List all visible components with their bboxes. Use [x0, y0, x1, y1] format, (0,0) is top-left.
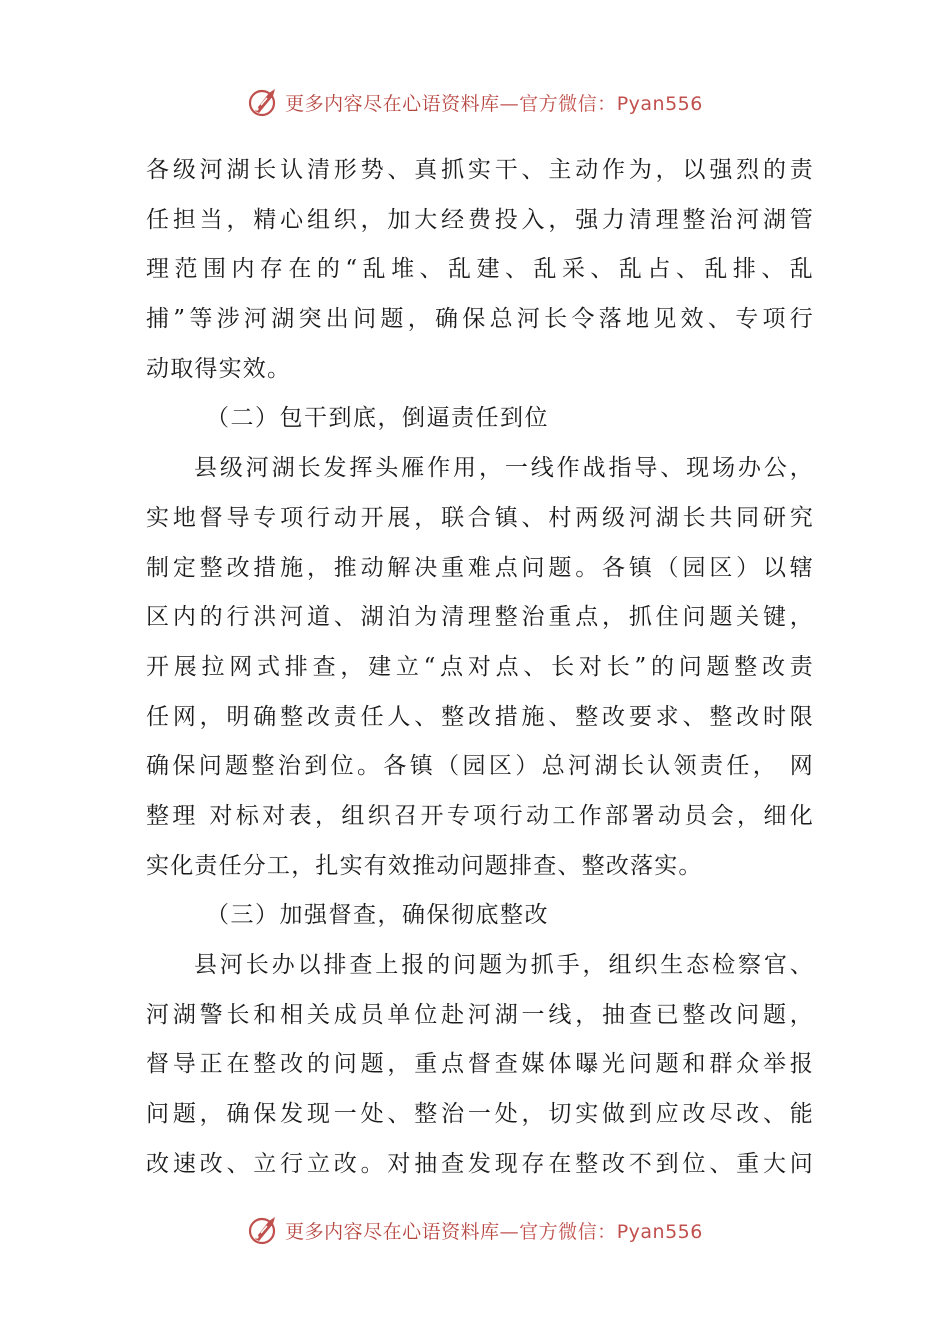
body-line: 县级河湖长发挥头雁作用，一线作战指导、现场办公， — [194, 455, 814, 482]
body-line: 问题，确保发现一处、整治一处，切实做到应改尽改、能 — [146, 1101, 814, 1128]
watermark-prefix: 更多内容尽在心语资料库 — [285, 1220, 500, 1243]
body-line: 河湖警长和相关成员单位赴河湖一线，抽查已整改问题， — [146, 1001, 814, 1028]
watermark-text — [285, 89, 703, 116]
body-line: 县河长办以排查上报的问题为抓手，组织生态检察官、 — [194, 952, 814, 978]
body-line: 实地督导专项行动开展，联合镇、村两级河湖长共同研究 — [146, 504, 814, 531]
watermark-wechat-id: Pyan556 — [616, 92, 703, 115]
body-line: 实化责任分工，扎实有效推动问题排查、整改落实。 — [146, 852, 703, 879]
body-line: 制定整改措施，推动解决重难点问题。各镇（园区）以辖 — [146, 554, 814, 581]
section-heading-2: （二）包干到底，倒逼责任到位 — [206, 405, 549, 432]
watermark-prefix: 更多内容尽在心语资料库 — [285, 92, 500, 115]
pen-nib-logo-icon — [247, 85, 281, 119]
body-line: 开展拉网式排查，建立“点对点、长对长”的问题整改责 — [146, 653, 814, 680]
body-line: 任网，明确整改责任人、整改措施、整改要求、整改时限 — [146, 703, 814, 730]
watermark-wechat-id: Pyan556 — [616, 1220, 703, 1243]
watermark-suffix: 官方微信： — [519, 92, 617, 115]
section-heading-3: （三）加强督查，确保彻底整改 — [206, 902, 549, 929]
body-line: 督导正在整改的问题，重点督查媒体曝光问题和群众举报 — [146, 1051, 814, 1078]
body-line: 任担当，精心组织，加大经费投入，强力清理整治河湖管 — [146, 206, 814, 233]
pen-nib-logo-icon — [247, 1213, 281, 1247]
body-line: 整理 对标对表，组织召开专项行动工作部署动员会，细化 — [146, 802, 814, 829]
document-body — [146, 146, 814, 1189]
watermark-suffix: 官方微信： — [519, 1220, 617, 1243]
body-line: 理范围内存在的“乱堆、乱建、乱采、乱占、乱排、乱 — [146, 256, 814, 283]
watermark-dash: — — [499, 1220, 520, 1243]
footer-watermark-banner — [0, 1210, 950, 1250]
body-line: 改速改、立行立改。对抽查发现存在整改不到位、重大问 — [146, 1150, 814, 1177]
body-line: 捕”等涉河湖突出问题，确保总河长令落地见效、专项行 — [146, 306, 814, 333]
body-line: 确保问题整治到位。各镇（园区）总河湖长认领责任， 网 — [146, 753, 814, 780]
body-line: 各级河湖长认清形势、真抓实干、主动作为，以强烈的责 — [146, 157, 814, 183]
header-watermark-banner — [0, 82, 950, 122]
body-line: 区内的行洪河道、湖泊为清理整治重点，抓住问题关键， — [146, 604, 814, 631]
watermark-text — [285, 1217, 703, 1244]
body-line: 动取得实效。 — [146, 355, 292, 382]
watermark-dash: — — [499, 92, 520, 115]
